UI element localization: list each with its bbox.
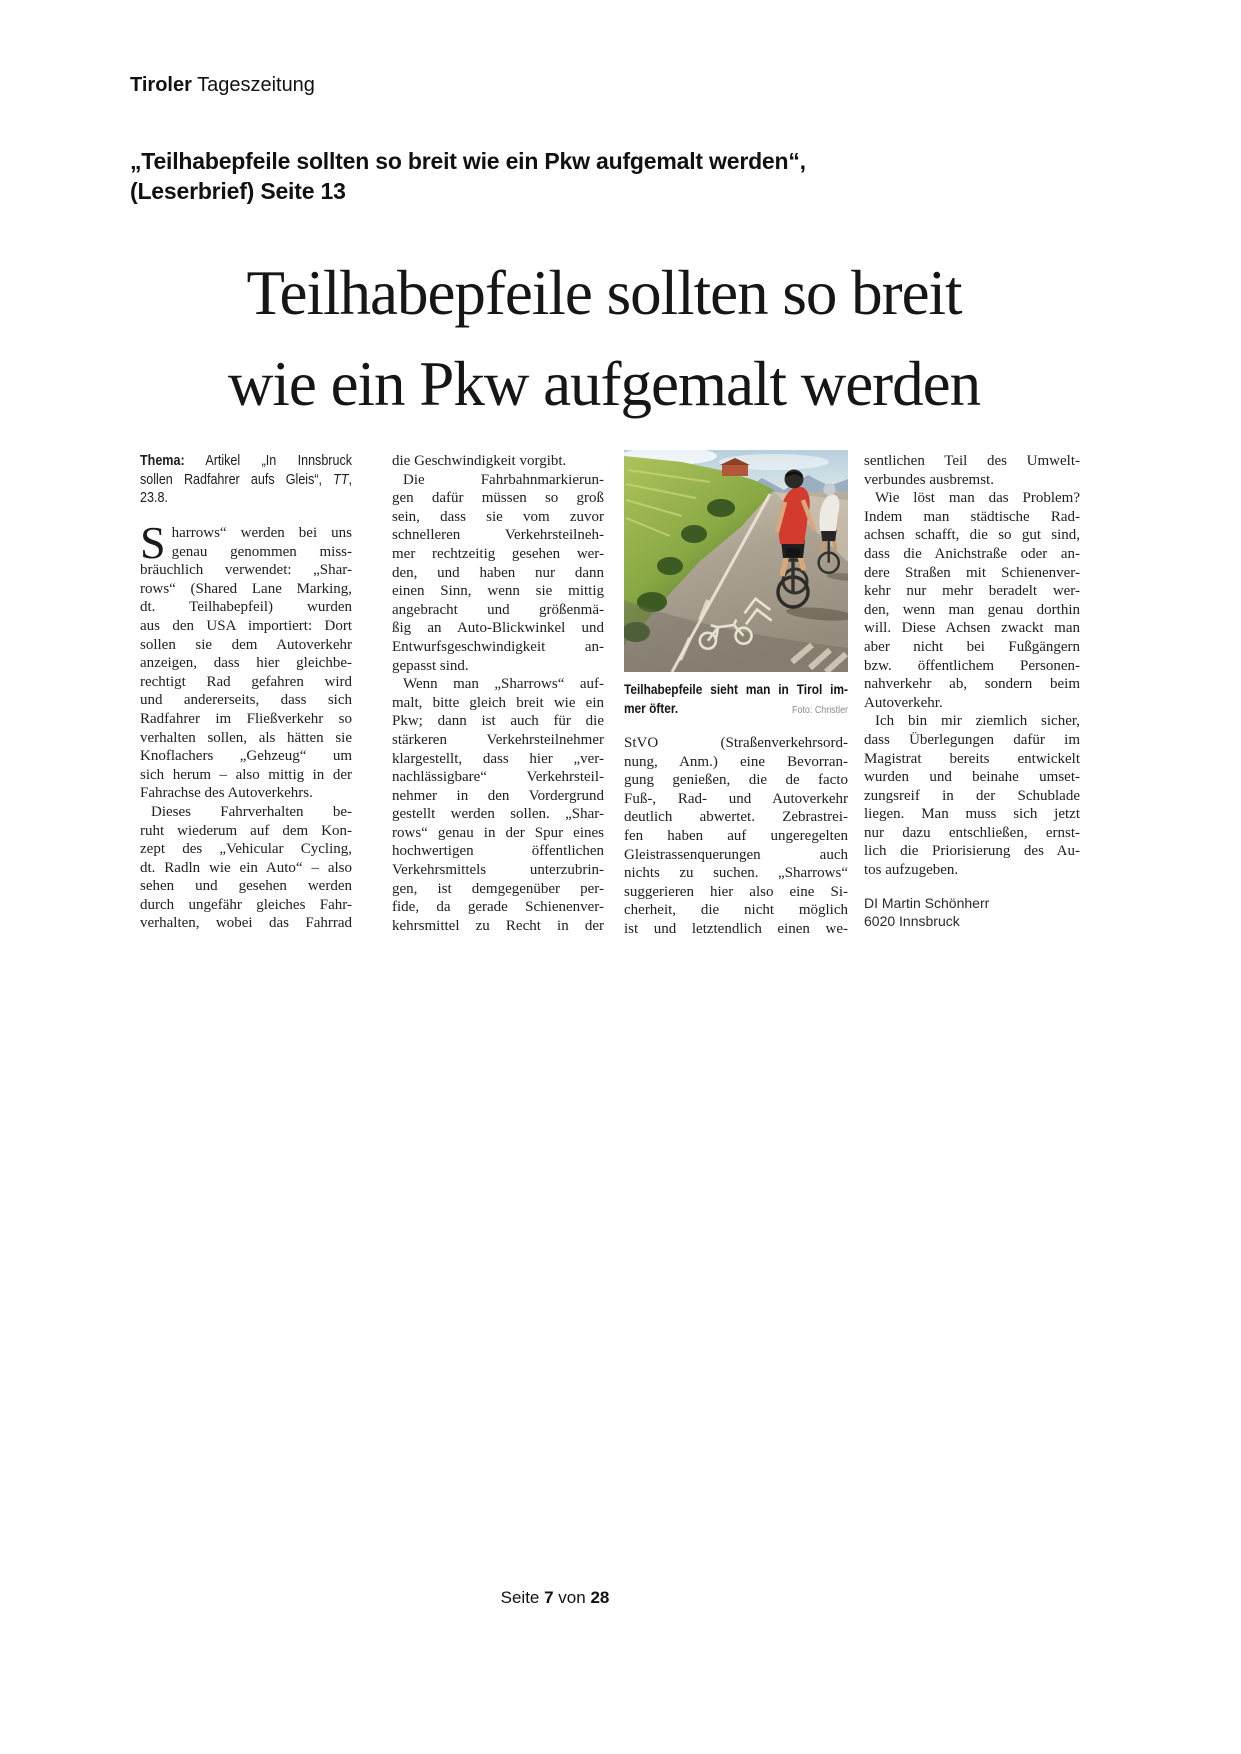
body-text-line: aus den USA importiert: Dort <box>140 617 352 634</box>
body-text-line: fen haben auf ungeregelten <box>624 827 848 844</box>
body-text-line: anzeigen, dass hier gleichbe- <box>140 655 352 672</box>
body-text-line: lich die Priorisierung des Au- <box>864 843 1080 860</box>
body-text-line: nung, Anm.) eine Bevorran- <box>624 753 848 770</box>
body-text-line: gestellt werden sollen. „Shar- <box>392 806 604 823</box>
page-footer <box>0 1588 1110 1608</box>
body-text-line: nachlässigbare“ Verkehrsteil- <box>392 769 604 786</box>
body-text-line: dt. Teilhabepfeil) wurden <box>140 599 352 616</box>
body-text-line: gung genießen, die de facto <box>624 772 848 789</box>
caption-line1: Teilhabepfeile sieht man in Tirol im- <box>624 681 849 697</box>
body-text-line: den, und haben nur dann <box>392 564 604 581</box>
body-text-line: Wie löst man das Problem? <box>875 490 1080 507</box>
lede-line2 <box>140 471 352 490</box>
body-text-line: rows“ genau in der Spur eines <box>392 824 604 841</box>
body-text-line: wurden und beinahe umset- <box>864 769 1080 786</box>
body-text-line: nichts zu suchen. „Sharrows“ <box>624 865 848 882</box>
body-text-line: nahverkehr ab, sondern beim <box>864 676 1080 693</box>
footer-infix: von <box>553 1588 591 1607</box>
body-text-line: sollen sie dem Autoverkehr <box>140 636 352 653</box>
body-text-line: dass die Anichstraße oder an- <box>864 545 1080 562</box>
body-text-line: Indem man städtische Rad- <box>864 508 1080 525</box>
body-text-line: Verkehrsmittels unterzubrin- <box>392 862 604 879</box>
article-column-2 <box>392 452 604 935</box>
body-text-line: stärkeren Verkehrsteilnehmer <box>392 731 604 748</box>
body-text-line: sich herum – also mittig in der <box>140 766 352 783</box>
article-photo-cyclists-sharrow <box>624 450 848 672</box>
body-text-line: kehr nur mehr beradelt wer- <box>864 583 1080 600</box>
body-text-line: nehmer in den Vordergrund <box>392 787 604 804</box>
body-text-line: angebracht und größenmä- <box>392 601 604 618</box>
headline-line1: Teilhabepfeile sollten so breit <box>246 258 962 328</box>
body-text-line: klargestellt, dass hier „ver- <box>392 750 604 767</box>
body-text-line: will. Diese Achsen zwackt man <box>864 620 1080 637</box>
lede-line2-pre: sollen Radfahrer aufs Gleis“, <box>140 471 334 488</box>
body-text-line: Magistrat bereits entwickelt <box>864 750 1080 767</box>
article-headline <box>128 248 1080 430</box>
lede-line1 <box>140 452 352 471</box>
article-column-4 <box>864 452 1080 931</box>
body-text-line: Autoverkehr. <box>864 694 943 711</box>
body-text-line: verhalten, wobei das Fahrrad <box>140 915 352 932</box>
photo-credit: Foto: Christler <box>792 703 849 716</box>
body-text-line: Fuß-, Rad- und Autoverkehr <box>624 790 848 807</box>
body-text-line: aber nicht bei Fußgängern <box>864 638 1080 655</box>
body-text-line: cherheit, die nicht möglich <box>624 902 848 919</box>
masthead-brand-bold: Tiroler <box>130 74 192 96</box>
body-text-line: nur dazu entschließen, ernst- <box>864 824 1080 841</box>
body-text-line: zept des „Vehicular Cycling, <box>140 841 352 858</box>
body-text-line: einen Sinn, wenn sie mittig <box>392 583 604 600</box>
column-1-text <box>140 517 352 933</box>
toc-heading <box>130 146 806 206</box>
drop-cap: S <box>140 517 166 568</box>
body-text-line: verbundes ausbremst. <box>864 471 994 488</box>
body-text-line: dt. Radln wie ein Auto“ – also <box>140 859 352 876</box>
author-signature <box>864 894 1080 931</box>
body-text-line: zungsreif in der Schublade <box>864 787 1080 804</box>
body-text-line: StVO (Straßenverkehrsord- <box>624 735 848 751</box>
lede-text <box>140 452 352 508</box>
body-text-line: gepasst sind. <box>392 657 469 674</box>
footer-prefix: Seite <box>500 1588 545 1607</box>
body-text-line: dass Überlegungen dafür im <box>864 731 1080 748</box>
toc-heading-line2: (Leserbrief) Seite 13 <box>130 178 346 204</box>
article-column-1 <box>140 452 352 933</box>
body-text-line: rechtigt Rad gefahren wird <box>140 673 352 690</box>
footer-total-pages: 28 <box>590 1588 610 1607</box>
body-text-line: Dieses Fahrverhalten be- <box>151 803 352 820</box>
headline-line2: wie ein Pkw aufgemalt werden <box>227 349 981 419</box>
body-text-line: ßig an Auto-Blickwinkel und <box>392 620 604 637</box>
body-text-line: die Geschwindigkeit vorgibt. <box>392 453 567 469</box>
body-text-line: Fahrachse des Autoverkehrs. <box>140 785 313 802</box>
author-address: 6020 Innsbruck <box>864 913 960 930</box>
photo-caption <box>624 680 848 717</box>
body-text-line: sehen und gesehen werden <box>140 878 352 895</box>
body-text-line: Wenn man „Sharrows“ auf- <box>403 676 604 693</box>
body-text-line: Knoflachers „Gehzeug“ um <box>140 748 352 765</box>
body-text-line: Gleistrassenquerungen auch <box>624 846 848 863</box>
column-4-text <box>864 452 1080 880</box>
lede-line2-italic: TT <box>333 471 349 488</box>
footer-page-number: 7 <box>544 1588 554 1607</box>
body-text-line: gen dafür müssen so groß <box>392 490 604 507</box>
body-text-line: Pkw; dann ist auch für die <box>392 713 604 730</box>
body-text-line: rows“ (Shared Lane Marking, <box>140 580 352 597</box>
body-text-line: hochwertigen öffentlichen <box>392 843 604 860</box>
body-text-line: Ich bin mir ziemlich sicher, <box>875 713 1080 730</box>
masthead <box>130 74 315 97</box>
body-text-line: den, wenn man genau dorthin <box>864 601 1080 618</box>
body-text-line: Entwurfsgeschwindigkeit an- <box>392 638 604 655</box>
body-text-line: bräuchlich verwendet: „Shar- <box>140 562 352 579</box>
body-text-line: schnelleren Verkehrsteilneh- <box>392 527 604 544</box>
body-text-line: Die Fahrbahnmarkierun- <box>403 471 604 488</box>
body-text-line: suggerieren hier also eine Si- <box>624 883 848 900</box>
column-3-text <box>624 734 848 939</box>
body-text-line: gen, ist demgegenüber per- <box>392 880 604 897</box>
body-text-line: achsen schafft, die so gut sind, <box>864 527 1080 544</box>
body-text-line: bzw. öffentlichem Personen- <box>864 657 1080 674</box>
body-text-line: ist und letztendlich einen we- <box>624 920 848 937</box>
body-text-line: kehrsmittel zu Recht in der <box>392 917 604 934</box>
body-text-line: dere Straßen mit Schienenver- <box>864 564 1080 581</box>
caption-line2: mer öfter. <box>624 699 679 716</box>
body-text-line: harrows“ werden bei uns <box>171 525 352 541</box>
body-text-line: tos aufzugeben. <box>864 862 959 879</box>
body-text-line: deutlich abwertet. Zebrastrei- <box>624 809 848 826</box>
body-text-line: und andererseits, dass sich <box>140 692 352 709</box>
lede-line3: 23.8. <box>140 490 168 506</box>
toc-heading-line1: „Teilhabepfeile sollten so breit wie ein Pkw aufgemalt werden“, <box>130 148 806 174</box>
body-text-line: liegen. Man muss sich jetzt <box>864 806 1080 823</box>
body-text-line: verhalten sollen, als hätten sie <box>140 729 352 746</box>
body-text-line: malt, bitte gleich breit wie ein <box>392 694 604 711</box>
body-text-line: mer rechtzeitig gesehen wer- <box>392 545 604 562</box>
body-text-line: Radfahrer im Fließverkehr so <box>140 710 352 727</box>
lede-line2-post: , <box>348 471 352 488</box>
body-text-line: ruht wiederum auf dem Kon- <box>140 822 352 839</box>
masthead-brand-rest: Tageszeitung <box>191 74 315 96</box>
lede-line1-rest: Artikel „In Innsbruck <box>184 453 352 469</box>
body-text-line: sein, dass sie vom zuvor <box>392 508 604 525</box>
article-column-3 <box>624 450 848 939</box>
body-text-line: genau genommen miss- <box>171 543 352 560</box>
lede-label: Thema: <box>140 453 185 469</box>
body-text-line: fide, da gerade Schienenver- <box>392 899 604 916</box>
body-text-line: durch ungefähr gleiches Fahr- <box>140 896 352 913</box>
body-text-line: sentlichen Teil des Umwelt- <box>864 453 1080 469</box>
article-lede <box>140 452 352 508</box>
author-name: DI Martin Schönherr <box>864 894 990 911</box>
photo-caption-text <box>624 680 848 719</box>
